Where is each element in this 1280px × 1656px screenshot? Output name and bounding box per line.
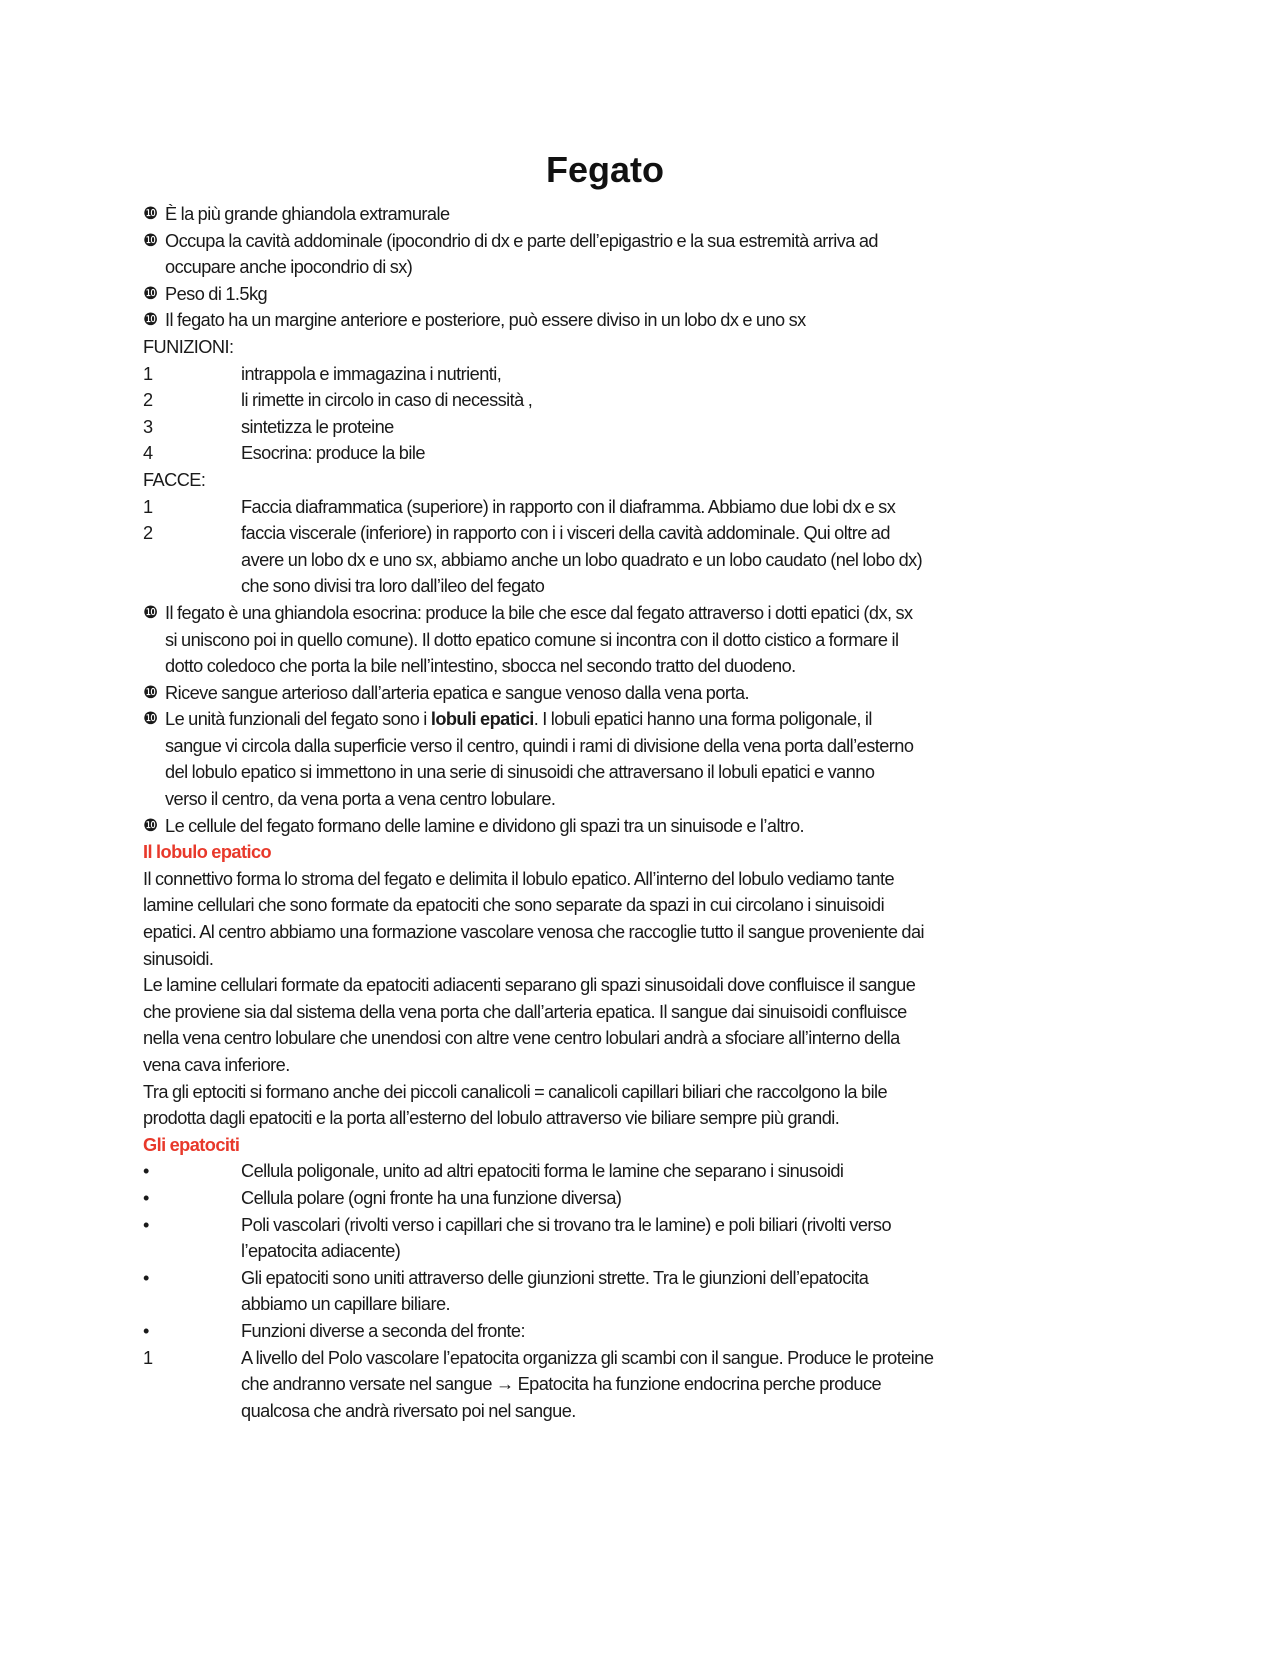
item-number: 1 xyxy=(143,496,153,517)
list-item-text: È la più grande ghiandola extramurale xyxy=(165,204,450,224)
circled-ten-bullet-icon: ❿ xyxy=(143,230,158,250)
list-item xyxy=(143,706,1083,812)
paragraph-line: sinusoidi. xyxy=(143,948,214,969)
item-text: che sono divisi tra loro dall’ileo del fegato xyxy=(241,576,545,597)
list-item-text: Le cellule del fegato formano delle lamine e dividono gli spazi tra un sinuisode e l’altro. xyxy=(165,815,805,836)
item-text: che andranno versate nel sangue → Epatocita ha funzione endocrina perche produce xyxy=(241,1374,882,1395)
item-number: 4 xyxy=(143,443,153,464)
bold-term: lobuli epatici xyxy=(430,709,534,730)
list-item-text: Il fegato è una ghiandola esocrina: produce la bile che esce dal fegato attraverso i dotti epatici (dx, sx xyxy=(165,602,913,623)
list-item-text: occupare anche ipocondrio di sx) xyxy=(165,257,413,278)
section-heading-epatociti: Gli epatociti xyxy=(143,1134,240,1155)
numbered-item xyxy=(143,414,1083,441)
item-text: A livello del Polo vascolare l’epatocita organizza gli scambi con il sangue. Produce le proteine xyxy=(241,1347,934,1368)
list-item xyxy=(143,281,1083,308)
list-item xyxy=(143,228,1083,281)
circled-ten-bullet-icon: ❿ xyxy=(143,310,158,330)
list-item xyxy=(143,813,1083,840)
numbered-item xyxy=(143,494,1083,521)
bullet-item xyxy=(143,1265,1083,1318)
text-run: Le unità funzionali del fegato sono i xyxy=(165,709,431,730)
paragraph-line: prodotta dagli epatociti e la porta all’esterno del lobulo attraverso vie biliare sempre più grandi. xyxy=(143,1108,840,1129)
bullet-item xyxy=(143,1212,1083,1265)
bullet-item xyxy=(143,1318,1083,1345)
item-text: Esocrina: produce la bile xyxy=(241,443,425,464)
item-text: Cellula polare (ogni fronte ha una funzione diversa) xyxy=(241,1187,622,1208)
list-item-text: Peso di 1.5kg xyxy=(165,283,268,304)
bullet-dot-icon: • xyxy=(143,1214,149,1235)
paragraph-line: lamine cellulari che sono formate da epatociti che sono separate da spazi in cui circolano i sinuisoidi xyxy=(143,895,885,916)
bullet-dot-icon: • xyxy=(143,1187,149,1208)
paragraph-line: che proviene sia dal sistema della vena porta che dall’arteria epatica. Il sangue dai sinuisoidi confluisce xyxy=(143,1001,907,1022)
numbered-item xyxy=(143,387,1083,414)
list-item xyxy=(143,307,1083,334)
item-text: Funzioni diverse a seconda del fronte: xyxy=(241,1320,525,1341)
item-text: Poli vascolari (rivolti verso i capillari che si trovano tra le lamine) e poli biliari (rivolti verso xyxy=(241,1214,892,1235)
list-item-text xyxy=(165,706,1083,733)
circled-ten-bullet-icon: ❿ xyxy=(143,602,158,622)
bullet-dot-icon: • xyxy=(143,1320,149,1341)
document-body xyxy=(143,201,1083,1424)
circled-ten-bullet-icon: ❿ xyxy=(143,815,158,835)
page-title: Fegato xyxy=(545,149,664,190)
list-item-text: Occupa la cavità addominale (ipocondrio di dx e parte dell’epigastrio e la sua estremità arriva ad xyxy=(165,230,878,251)
list-item-text: sangue vi circola dalla superficie verso il centro, quindi i rami di divisione della vena porta dall’esterno xyxy=(165,735,914,756)
item-text: Faccia diaframmatica (superiore) in rapporto con il diaframma. Abbiamo due lobi dx e sx xyxy=(241,496,896,517)
item-text: abbiamo un capillare biliare. xyxy=(241,1294,451,1315)
item-number: 1 xyxy=(143,1347,153,1368)
list-item xyxy=(143,201,1083,228)
item-number: 1 xyxy=(143,363,153,384)
item-text: li rimette in circolo in caso di necessità , xyxy=(241,390,533,411)
paragraph-line: Il connettivo forma lo stroma del fegato e delimita il lobulo epatico. All’interno del lobulo vediamo tante xyxy=(143,868,895,889)
bullet-item xyxy=(143,1185,1083,1212)
item-number: 2 xyxy=(143,390,153,411)
circled-ten-bullet-icon: ❿ xyxy=(143,709,158,729)
item-text: qualcosa che andrà riversato poi nel sangue. xyxy=(241,1400,576,1421)
section-label-funzioni: FUNIZIONI: xyxy=(143,336,234,357)
list-item-text: del lobulo epatico si immettono in una serie di sinusoidi che attraversano il lobuli epatici e vanno xyxy=(165,762,875,783)
numbered-item xyxy=(143,440,1083,467)
list-item xyxy=(143,680,1083,707)
circled-ten-bullet-icon: ❿ xyxy=(143,204,158,223)
bullet-dot-icon: • xyxy=(143,1161,149,1182)
item-text: faccia viscerale (inferiore) in rapporto con i i visceri della cavità addominale. Qui oltre ad xyxy=(241,523,890,544)
item-text: Cellula poligonale, unito ad altri epatociti forma le lamine che separano i sinusoidi xyxy=(241,1161,844,1182)
circled-ten-bullet-icon: ❿ xyxy=(143,682,158,702)
item-text: avere un lobo dx e uno sx, abbiamo anche un lobo quadrato e un lobo caudato (nel lobo dx) xyxy=(241,549,923,570)
paragraph-line: nella vena centro lobulare che unendosi con altre vene centro lobulari andrà a sfociare all’interno della xyxy=(143,1028,900,1049)
circled-ten-bullet-icon: ❿ xyxy=(143,283,158,303)
paragraph-line: epatici. Al centro abbiamo una formazione vascolare venosa che raccoglie tutto il sangue proveniente dai xyxy=(143,922,925,943)
section-heading-lobulo: Il lobulo epatico xyxy=(143,842,272,863)
list-item-text: Riceve sangue arterioso dall’arteria epatica e sangue venoso dalla vena porta. xyxy=(165,682,750,703)
bullet-dot-icon: • xyxy=(143,1267,149,1288)
numbered-item xyxy=(143,520,1083,600)
numbered-item xyxy=(143,361,1083,388)
paragraph-line: vena cava inferiore. xyxy=(143,1055,290,1075)
list-item xyxy=(143,600,1083,680)
item-text: Gli epatociti sono uniti attraverso delle giunzioni strette. Tra le giunzioni dell’epatocita xyxy=(241,1267,869,1288)
list-item-text: si uniscono poi in quello comune). Il dotto epatico comune si incontra con il dotto cistico a formare il xyxy=(165,629,899,650)
item-text: l’epatocita adiacente) xyxy=(241,1241,401,1262)
section-label-facce: FACCE: xyxy=(143,469,206,490)
item-number: 3 xyxy=(143,416,153,437)
item-text: intrappola e immagazina i nutrienti, xyxy=(241,363,502,384)
bullet-item xyxy=(143,1158,1083,1185)
text-run: . I lobuli epatici hanno una forma poligonale, il xyxy=(533,709,872,730)
numbered-item xyxy=(143,1345,1083,1425)
paragraph-line: Tra gli eptociti si formano anche dei piccoli canalicoli = canalicoli capillari biliari che raccolgono la bile xyxy=(143,1081,888,1102)
list-item-text: dotto coledoco che porta la bile nell’intestino, sbocca nel secondo tratto del duodeno. xyxy=(165,656,796,677)
list-item-text: Il fegato ha un margine anteriore e posteriore, può essere diviso in un lobo dx e uno sx xyxy=(165,310,806,331)
paragraph-line: Le lamine cellulari formate da epatociti adiacenti separano gli spazi sinusoidali dove confluisce il sangue xyxy=(143,975,916,996)
item-text: sintetizza le proteine xyxy=(241,416,394,437)
item-number: 2 xyxy=(143,523,153,544)
list-item-text: verso il centro, da vena porta a vena centro lobulare. xyxy=(165,789,556,810)
